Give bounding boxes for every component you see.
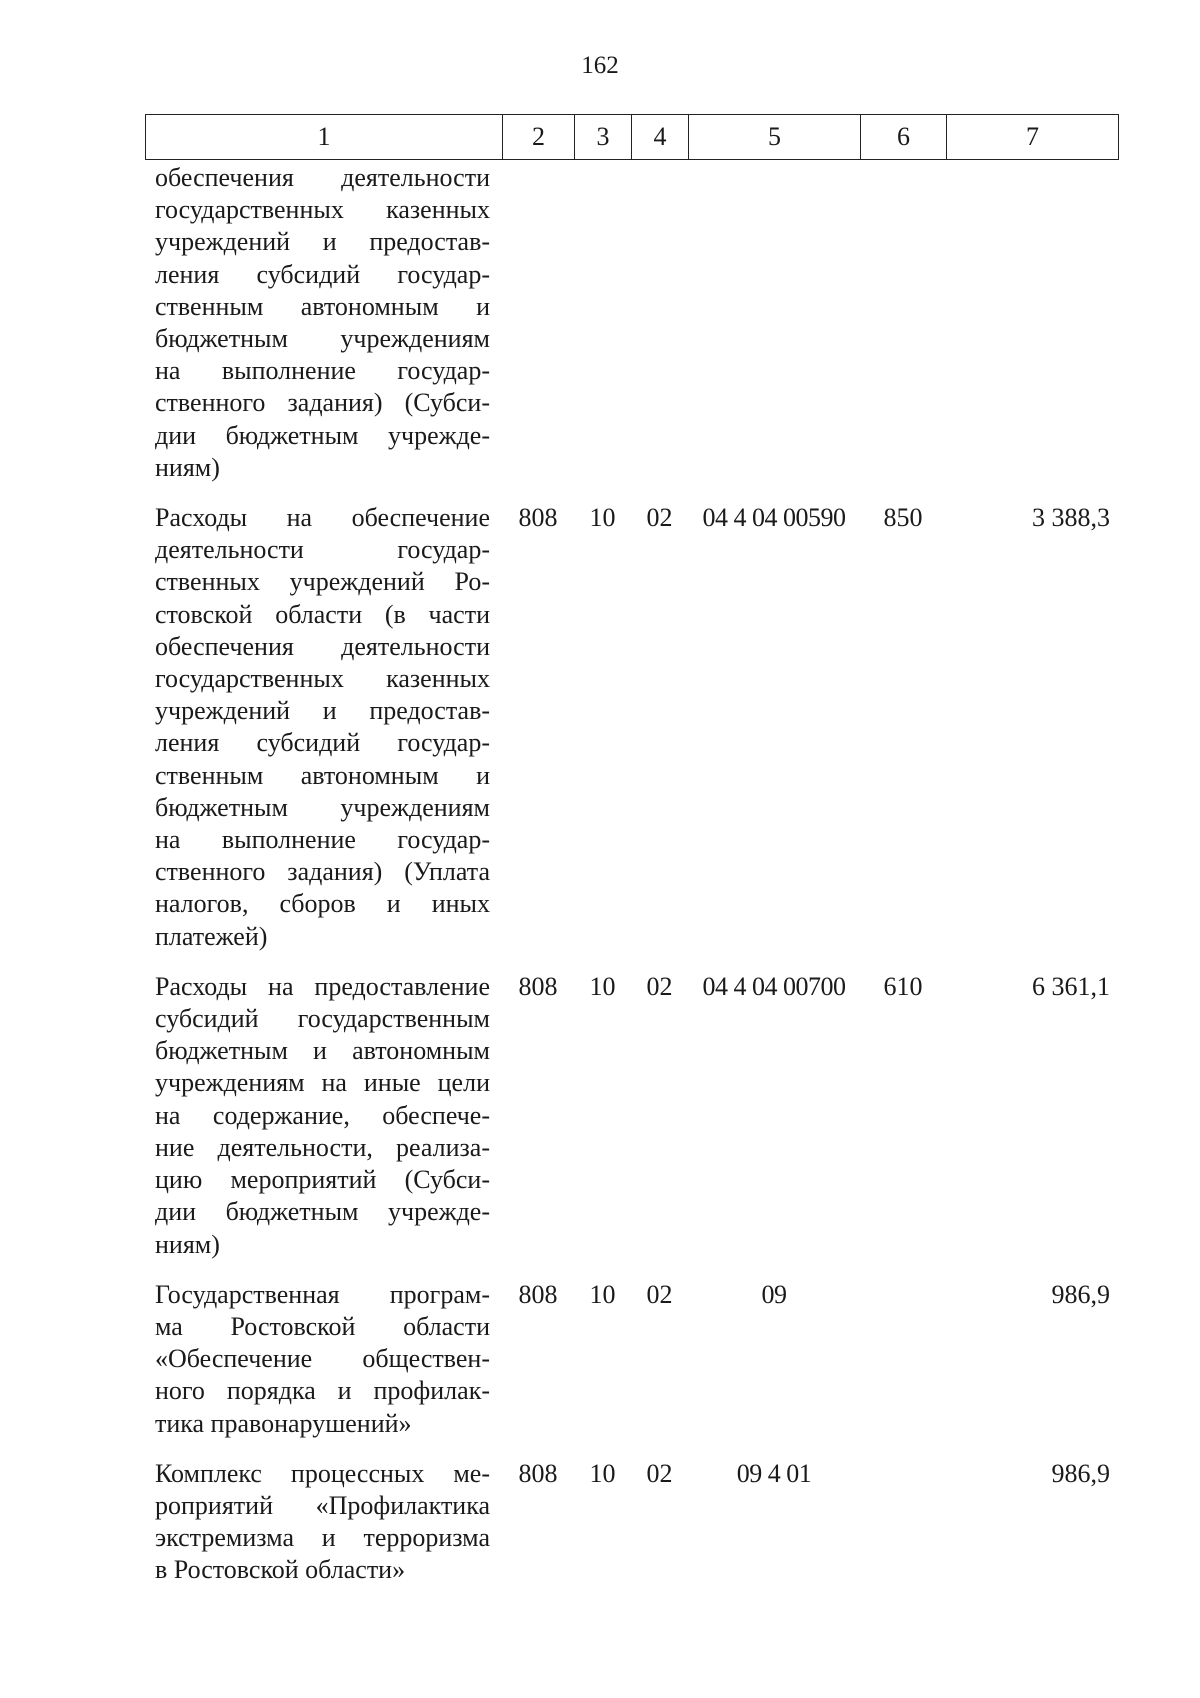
table-body — [145, 160, 1119, 1603]
cell-col-3: 10 — [589, 1279, 616, 1309]
description-line: Расходы на обеспечение — [155, 503, 490, 533]
cell-col-6: 850 — [883, 503, 923, 533]
description-line: роприятий «Профилактика — [155, 1490, 490, 1520]
header-col-1: 1 — [146, 115, 503, 159]
cell-col-4: 02 — [646, 1458, 673, 1488]
description-line: в Ростовской области» — [155, 1555, 406, 1585]
description-line: «Обеспечение обществен- — [155, 1344, 490, 1374]
header-col-2: 2 — [503, 115, 575, 159]
description-line: цию мероприятий (Субси- — [155, 1165, 490, 1195]
row-description — [145, 1456, 502, 1587]
table-row — [145, 1277, 1119, 1440]
cell-col-5 — [688, 160, 860, 484]
cell-col-7: 986,9 — [1051, 1458, 1110, 1488]
description-line: Комплекс процессных ме- — [155, 1458, 490, 1488]
description-line: Государственная програм- — [155, 1279, 490, 1309]
cell-col-4: 02 — [646, 503, 673, 533]
description-line: дии бюджетным учрежде- — [155, 1197, 490, 1227]
header-col-5: 5 — [689, 115, 861, 159]
cell-col-6 — [860, 1277, 946, 1440]
table-row — [145, 1456, 1119, 1587]
cell-col-5: 04 4 04 00590 — [702, 503, 846, 533]
cell-col-5: 09 4 01 — [736, 1458, 812, 1488]
cell-col-2 — [502, 160, 574, 484]
description-line: дии бюджетным учрежде- — [155, 420, 490, 450]
description-line: деятельности государ- — [155, 535, 490, 565]
cell-col-7 — [946, 160, 1119, 484]
cell-col-2: 808 — [518, 503, 558, 533]
cell-col-3 — [574, 160, 631, 484]
description-line: ного порядка и профилак- — [155, 1376, 490, 1406]
table-row — [145, 969, 1119, 1261]
description-line: ственным автономным и — [155, 291, 490, 321]
cell-col-5: 04 4 04 00700 — [702, 971, 846, 1001]
description-line: на выполнение государ- — [155, 356, 490, 386]
cell-col-4: 02 — [646, 971, 673, 1001]
header-col-4: 4 — [632, 115, 689, 159]
description-line: ственным автономным и — [155, 760, 490, 790]
header-col-6: 6 — [861, 115, 947, 159]
description-line: ниям) — [155, 1229, 220, 1259]
table-row — [145, 160, 1119, 484]
cell-col-5: 09 — [761, 1279, 787, 1309]
cell-col-7: 986,9 — [1051, 1279, 1110, 1309]
header-col-3: 3 — [575, 115, 632, 159]
cell-col-6 — [860, 1456, 946, 1587]
description-line: Расходы на предоставление — [155, 971, 490, 1001]
description-line: ления субсидий государ- — [155, 259, 490, 289]
description-line: обеспечения деятельности — [155, 163, 490, 192]
cell-col-2: 808 — [518, 1279, 558, 1309]
description-line: стовской области (в части — [155, 599, 490, 629]
cell-col-6 — [860, 160, 946, 484]
cell-col-2: 808 — [518, 1458, 558, 1488]
row-description — [145, 160, 502, 484]
description-line: субсидий государственным — [155, 1004, 490, 1034]
cell-col-3: 10 — [589, 971, 616, 1001]
table-header — [145, 114, 1119, 160]
description-line: государственных казенных — [155, 195, 490, 225]
description-line: экстремизма и терроризма — [155, 1523, 490, 1553]
cell-col-6: 610 — [883, 971, 923, 1001]
cell-col-3: 10 — [589, 1458, 616, 1488]
description-line: бюджетным учреждениям — [155, 792, 490, 822]
description-line: ственных учреждений Ро- — [155, 567, 490, 597]
description-line: учреждениям на иные цели — [155, 1068, 490, 1098]
cell-col-3: 10 — [589, 503, 616, 533]
header-col-7: 7 — [1026, 122, 1039, 151]
cell-col-4: 02 — [646, 1279, 673, 1309]
description-line: ственного задания) (Субси- — [155, 388, 490, 418]
row-description — [145, 500, 502, 953]
description-line: платежей) — [155, 921, 268, 951]
row-description — [145, 1277, 502, 1440]
cell-col-7: 3 388,3 — [1032, 503, 1110, 533]
description-line: ниям) — [155, 452, 220, 482]
page-number: 162 — [581, 52, 619, 79]
description-line: учреждений и предостав- — [155, 696, 490, 726]
description-line: ственного задания) (Уплата — [155, 857, 490, 887]
description-line: на содержание, обеспече- — [155, 1100, 490, 1130]
description-line: обеспечения деятельности — [155, 631, 490, 661]
table-row — [145, 500, 1119, 953]
description-line: тика правонарушений» — [155, 1408, 412, 1438]
description-line: бюджетным учреждениям — [155, 324, 490, 354]
description-line: ления субсидий государ- — [155, 728, 490, 758]
description-line: на выполнение государ- — [155, 825, 490, 855]
cell-col-7: 6 361,1 — [1032, 971, 1110, 1001]
cell-col-2: 808 — [518, 971, 558, 1001]
description-line: ние деятельности, реализа- — [155, 1132, 490, 1162]
description-line: бюджетным и автономным — [155, 1036, 490, 1066]
description-line: ма Ростовской области — [155, 1311, 490, 1341]
description-line: государственных казенных — [155, 664, 490, 694]
description-line: учреждений и предостав- — [155, 227, 490, 257]
description-line: налогов, сборов и иных — [155, 889, 490, 919]
row-description — [145, 969, 502, 1261]
cell-col-4 — [631, 160, 688, 484]
